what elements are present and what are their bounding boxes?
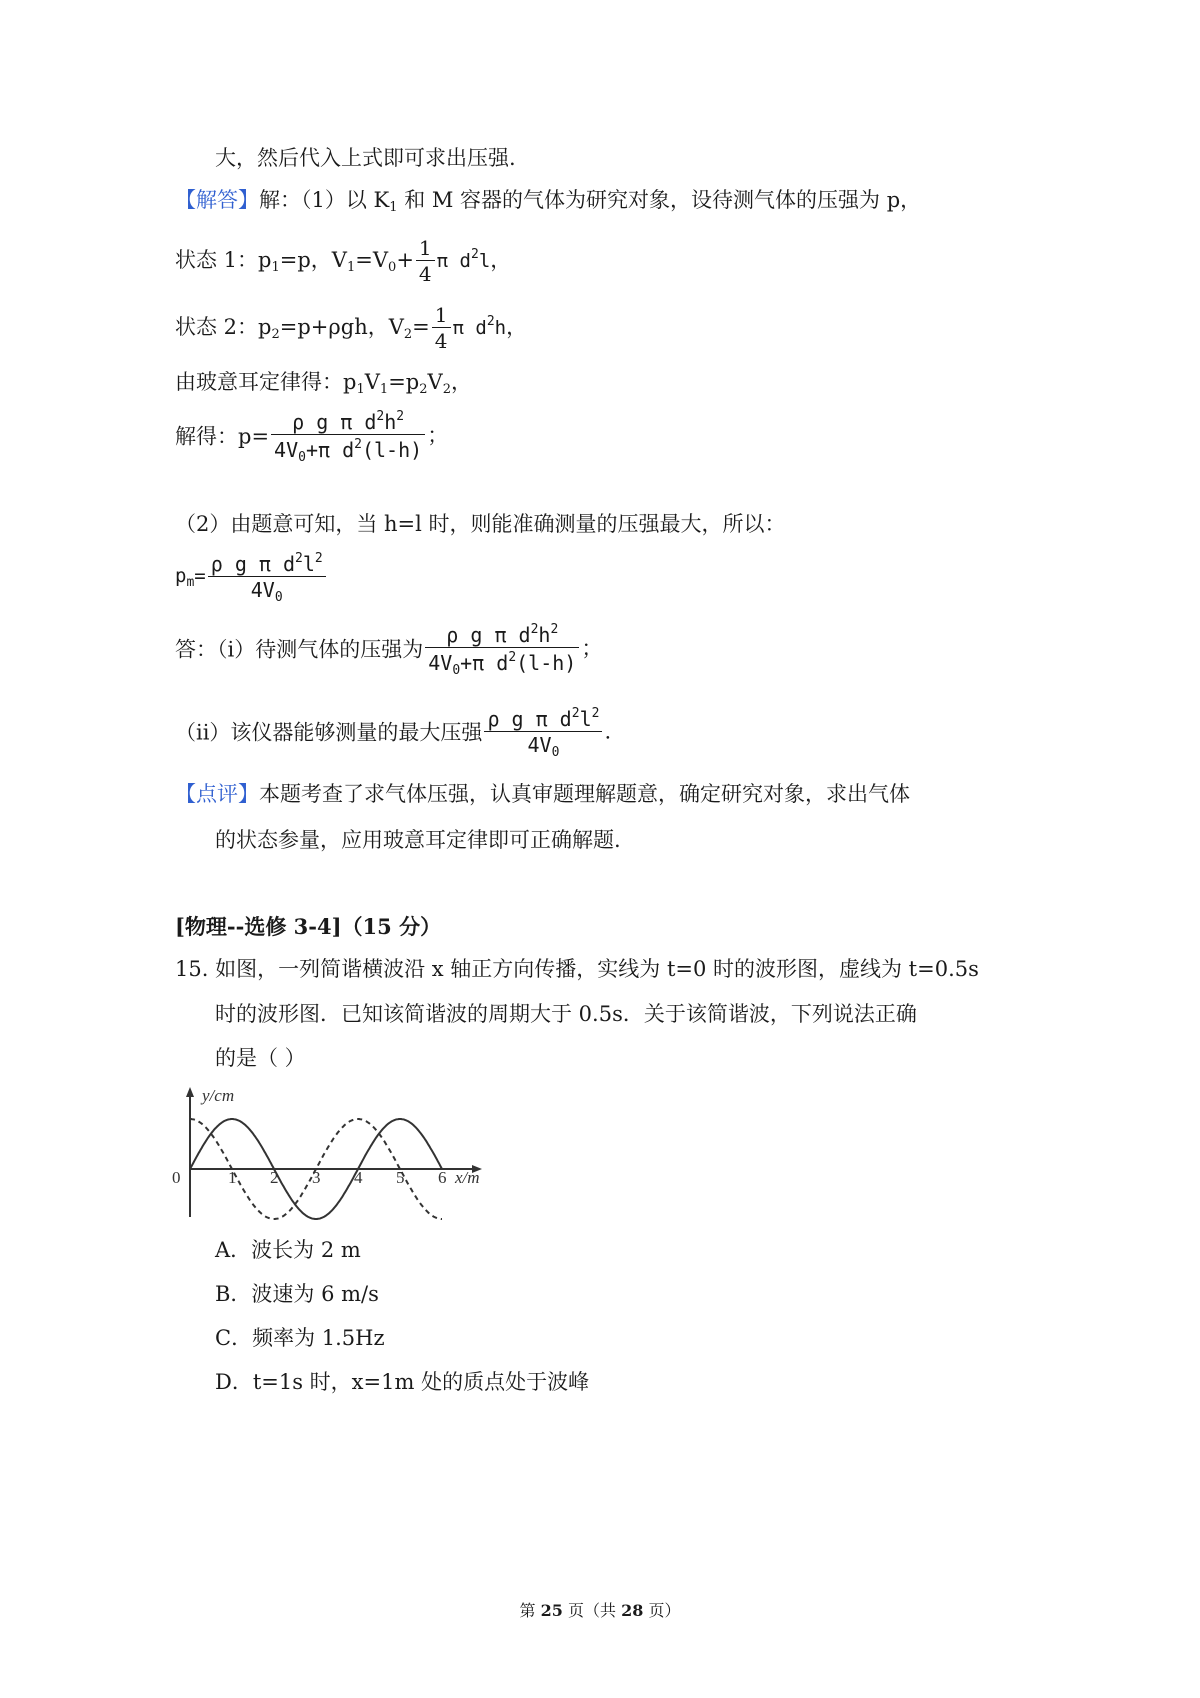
answer-i-label: 答：（i）待测气体的压强为 (175, 637, 424, 662)
sub: 2 (419, 382, 428, 397)
solve-label: 解得：p= (175, 424, 270, 449)
x-tick-label: 4 (354, 1168, 363, 1187)
x-tick-label: 2 (270, 1168, 279, 1187)
boyle-label: 由玻意耳定律得：p (175, 370, 357, 394)
option-a[interactable]: A．波长为 2 m (215, 1238, 361, 1262)
question-15-line-2: 时的波形图．已知该简谐波的周期大于 0.5s．关于该简谐波，下列说法正确 (215, 1002, 917, 1026)
answer-tag: 【解答】 (175, 188, 259, 212)
footer-pre: 第 (519, 1601, 541, 1620)
x-tick-label: 5 (396, 1168, 405, 1187)
answer-line (175, 190, 921, 214)
option-c[interactable]: C．频率为 1.5Hz (215, 1326, 385, 1350)
sub: 0 (388, 260, 397, 275)
answer-ii-line: （ii）该仪器能够测量的最大压强 $\frac{\rho g \pi d^2l^2}{4V_0}$ . (175, 706, 612, 760)
boyle-line: 由玻意耳定律得：$p_1V_1=p_2V_2$， (175, 370, 472, 397)
fraction: $\frac{\rho g \pi d^2l^2}{4V_0}$ (484, 707, 602, 759)
answer-text-sub: 1 (389, 200, 398, 215)
tick-labels (228, 1168, 447, 1187)
comment-line-2: 的状态参量，应用玻意耳定律即可正确解题. (215, 828, 621, 852)
fraction: $\frac{\rho g \pi d^2h^2}{4V_0+\pi d^2(l-h)}$ (271, 410, 425, 464)
answer-text-b: 和 M 容器的气体为研究对象，设待测气体的压强为 p， (397, 188, 922, 212)
option-d[interactable]: D．t=1s 时，x=1m 处的质点处于波峰 (215, 1370, 590, 1394)
option-b[interactable]: B．波速为 6 m/s (215, 1282, 379, 1306)
state1-line: 状态 1：$p_1=p$，$V_1=V_0+$ $\frac{1}{4}$ π $d^2l$， (175, 236, 512, 286)
sub: 2 (442, 382, 451, 397)
footer-mid: 页（共 (562, 1601, 622, 1620)
fraction: $\frac{\rho g \pi d^2h^2}{4V_0+\pi d^2(l-h)}$ (425, 623, 579, 677)
footer-page: 25 (540, 1601, 563, 1620)
question-15-line-1: 15. 如图，一列简谐横波沿 x 轴正方向传播，实线为 t=0 时的波形图，虚线为 t=0.5s (175, 957, 979, 981)
sub: 1 (379, 382, 389, 397)
part2-line: （2）由题意可知，当 h=l 时，则能准确测量的压强最大，所以： (175, 512, 786, 536)
sub: 1 (271, 260, 280, 275)
text-line-1: 大，然后代入上式即可求出压强. (215, 146, 516, 170)
origin-label: 0 (172, 1168, 181, 1187)
sub: 1 (346, 260, 356, 275)
x-tick-label: 6 (438, 1168, 447, 1187)
x-tick-label: 3 (312, 1168, 321, 1187)
comment-tag: 【点评】 (175, 782, 259, 806)
footer-post: 页） (643, 1601, 681, 1620)
fraction: $\frac{\rho g \pi d^2l^2}{4V_0}$ (208, 552, 326, 604)
sub: 2 (403, 327, 413, 342)
sub: 2 (271, 327, 280, 342)
page-footer (0, 1598, 1200, 1621)
y-axis-arrow (186, 1087, 194, 1097)
x-axis-label: x/m (455, 1168, 480, 1187)
comment-line-1 (175, 784, 910, 805)
y-axis-label: y/cm (202, 1086, 235, 1105)
solve-line: 解得：p= $\frac{\rho g \pi d^2h^2}{4V_0+\pi d^2(l-h)}$ ； (175, 409, 449, 465)
x-tick-label: 1 (228, 1168, 237, 1187)
pm-line: $p_m=$ $\frac{\rho g \pi d^2l^2}{4V_0}$ (175, 552, 328, 604)
fraction: $\frac{1}{4}$ (432, 305, 451, 351)
wave-graph (172, 1085, 510, 1225)
answer-ii-label: （ii）该仪器能够测量的最大压强 (175, 720, 483, 745)
question-15-line-3: 的是（ ） (215, 1046, 306, 1070)
footer-total: 28 (621, 1601, 644, 1620)
comment-text-1: 本题考查了求气体压强，认真审题理解题意，确定研究对象，求出气体 (259, 782, 910, 806)
fraction: $\frac{1}{4}$ (416, 238, 435, 284)
state2-label: 状态 2：p (175, 315, 272, 339)
state1-label: 状态 1：p (175, 248, 272, 272)
sub: 1 (356, 382, 365, 397)
state2-line: 状态 2：$p_2=p+\rho gh$，$V_2=$ $\frac{1}{4}$ π $d^2h$， (175, 303, 528, 353)
answer-text-a: 解：（1）以 K (259, 188, 390, 212)
answer-i-line: 答：（i）待测气体的压强为 $\frac{\rho g \pi d^2h^2}{4V_0+\pi d^2(l-h)}$ ； (175, 622, 603, 678)
section-heading: [物理--选修 3-4]（15 分） (175, 914, 442, 939)
